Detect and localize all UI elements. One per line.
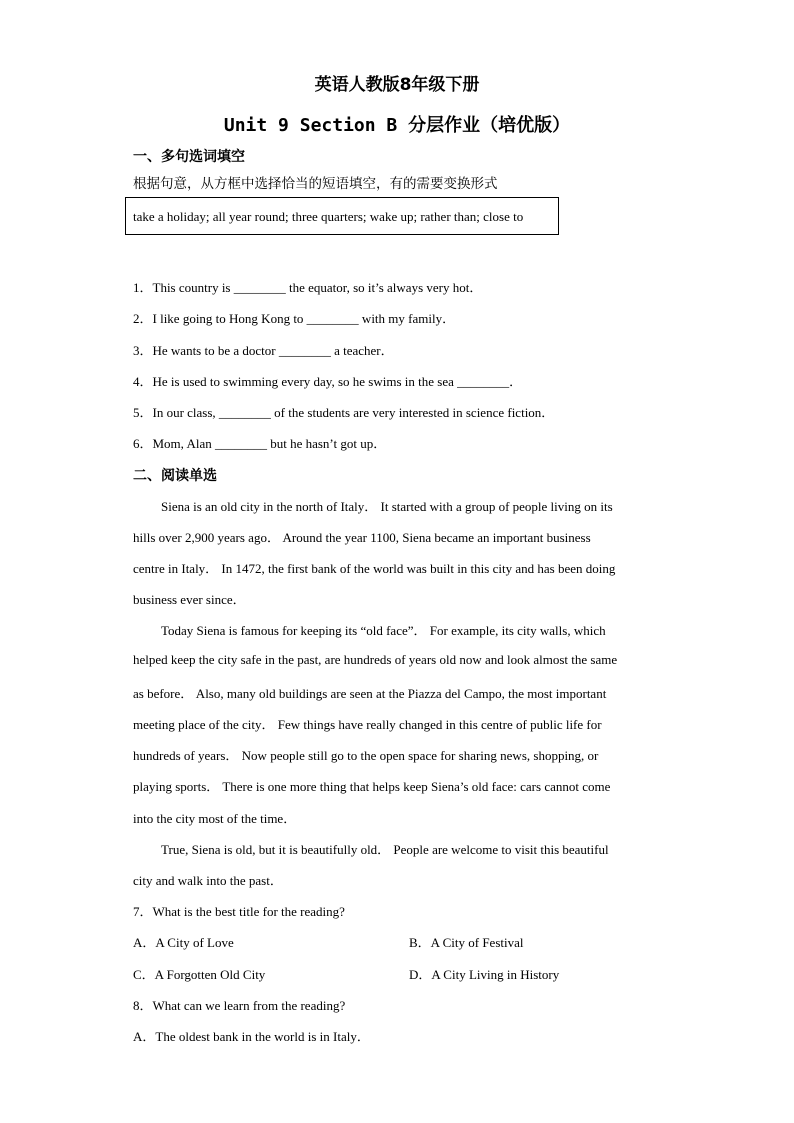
page-title: 英语人教版8年级下册 — [314, 75, 480, 95]
question-7-option-d: D．A City Living in History — [409, 967, 560, 982]
question-6: 6．Mom, Alan ________ but he hasn’t got up． — [133, 436, 387, 451]
passage-line: playing sports． There is one more thing that helps keep Siena’s old face: cars cannot come — [133, 779, 611, 794]
question-2: 2．I like going to Hong Kong to ________ with my family． — [133, 311, 456, 326]
question-3: 3．He wants to be a doctor ________ a teacher． — [133, 343, 394, 358]
question-7-option-c: C．A Forgotten Old City — [133, 967, 266, 982]
page-subtitle: Unit 9 Section B 分层作业（培优版） — [223, 115, 571, 136]
passage-line: Today Siena is famous for keeping its “old face”． For example, its city walls, which — [161, 623, 606, 638]
passage-line: meeting place of the city． Few things have really changed in this centre of public life for — [133, 717, 602, 732]
passage-line: into the city most of the time． — [133, 811, 297, 826]
passage-line: hundreds of years． Now people still go to the open space for sharing news, shopping, or — [133, 748, 599, 763]
passage-line: Siena is an old city in the north of Italy． It started with a group of people living on its — [161, 499, 613, 514]
question-5: 5．In our class, ________ of the students are very interested in science fiction． — [133, 405, 555, 420]
passage-line: centre in Italy． In 1472, the first bank of the world was built in this city and has been doing — [133, 561, 616, 576]
question-7-option-b: B．A City of Festival — [409, 935, 524, 950]
section-heading-2: 二、阅读单选 — [133, 468, 217, 484]
passage-line: hills over 2,900 years ago． Around the year 1100, Siena became an important business — [133, 530, 591, 545]
question-4: 4．He is used to swimming every day, so he swims in the sea ________． — [133, 374, 523, 389]
question-7-stem: 7．What is the best title for the reading? — [133, 904, 345, 919]
section-heading-1: 一、多句选词填空 — [133, 149, 245, 165]
question-8-option-a: A．The oldest bank in the world is in Italy． — [133, 1029, 370, 1044]
passage-line: city and walk into the past． — [133, 873, 283, 888]
passage-line: business ever since． — [133, 592, 246, 607]
passage-line: as before． Also, many old buildings are seen at the Piazza del Campo, the most important — [133, 686, 607, 701]
phrase-box: take a holiday; all year round; three quarters; wake up; rather than; close to — [125, 197, 559, 235]
question-1: 1．This country is ________ the equator, so it’s always very hot． — [133, 280, 483, 295]
passage-line: helped keep the city safe in the past, are hundreds of years old now and look almost the same — [133, 652, 618, 667]
question-7-option-a: A．A City of Love — [133, 935, 234, 950]
passage-line: True, Siena is old, but it is beautifully old． People are welcome to visit this beautiful — [161, 842, 609, 857]
section-instruction: 根据句意，从方框中选择恰当的短语填空，有的需要变换形式 — [133, 176, 498, 192]
question-8-stem: 8．What can we learn from the reading? — [133, 998, 346, 1013]
